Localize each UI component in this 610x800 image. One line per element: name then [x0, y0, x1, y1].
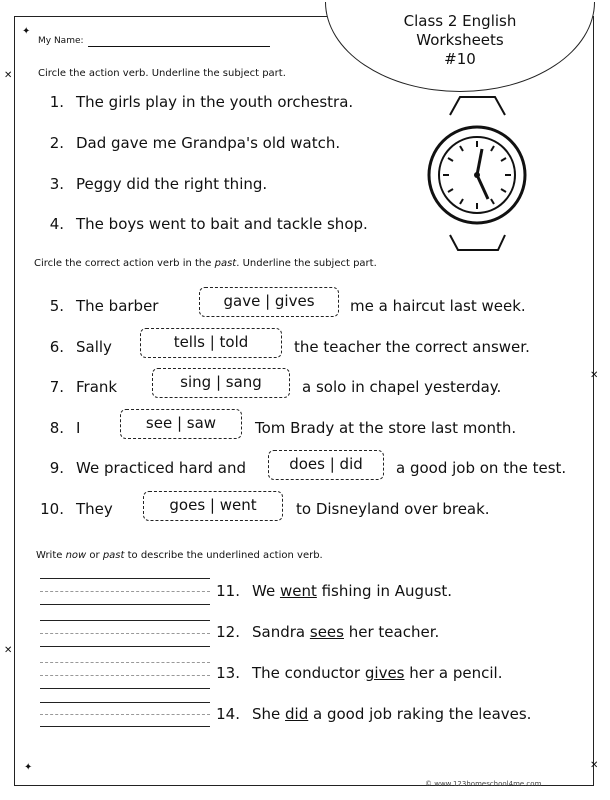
question-9: 9. We practiced hard and — [49, 459, 247, 477]
answer-line-11[interactable] — [40, 604, 210, 605]
question-5-rest: me a haircut last week. — [350, 297, 526, 315]
cross-icon: ✕ — [590, 760, 599, 771]
choice-box-6[interactable]: tells | told — [140, 328, 282, 358]
answer-line-13[interactable] — [40, 688, 210, 689]
question-10-rest: to Disneyland over break. — [296, 500, 490, 518]
section1-instruction: Circle the action verb. Underline the subject part. — [38, 68, 286, 79]
answer-line-11-top[interactable] — [40, 578, 210, 579]
question-11: 11. We went fishing in August. — [216, 582, 453, 600]
choice-box-9[interactable]: does | did — [268, 450, 384, 480]
answer-guide-13 — [40, 675, 210, 676]
footer-copyright: © www.123homeschool4me.com — [425, 780, 542, 788]
choice-box-10[interactable]: goes | went — [143, 491, 283, 521]
question-14: 14. She did a good job raking the leaves. — [216, 705, 532, 723]
name-label: My Name: — [38, 36, 84, 46]
question-7-rest: a solo in chapel yesterday. — [302, 378, 502, 396]
question-8: 8. I — [49, 419, 81, 437]
choice-box-8[interactable]: see | saw — [120, 409, 242, 439]
answer-guide-12 — [40, 633, 210, 634]
question-9-rest: a good job on the test. — [396, 459, 567, 477]
answer-guide-11 — [40, 591, 210, 592]
sparkle-icon: ✦ — [22, 26, 31, 37]
answer-guide-14 — [40, 714, 210, 715]
question-5: 5. The barber — [49, 297, 159, 315]
cross-icon: ✕ — [590, 370, 599, 381]
section2-instruction: Circle the correct action verb in the past. Underline the subject part. — [34, 258, 377, 269]
title-line-3: #10 — [444, 50, 476, 68]
answer-line-14[interactable] — [40, 726, 210, 727]
choice-box-7[interactable]: sing | sang — [152, 368, 290, 398]
question-13: 13. The conductor gives her a pencil. — [216, 664, 503, 682]
question-8-rest: Tom Brady at the store last month. — [255, 419, 517, 437]
question-4: 4. The boys went to bait and tackle shop. — [49, 215, 368, 233]
question-1: 1. The girls play in the youth orchestra. — [49, 93, 354, 111]
question-12: 12. Sandra sees her teacher. — [216, 623, 440, 641]
watch-icon — [410, 95, 540, 255]
section3-instruction: Write now or past to describe the underlined action verb. — [36, 550, 323, 561]
name-input-line[interactable] — [88, 46, 270, 47]
question-6-rest: the teacher the correct answer. — [294, 338, 530, 356]
cross-icon: ✕ — [4, 645, 13, 656]
cross-icon: ✕ — [4, 70, 13, 81]
title-line-2: Worksheets — [416, 31, 504, 49]
answer-line-12-top[interactable] — [40, 620, 210, 621]
answer-line-12[interactable] — [40, 646, 210, 647]
question-6: 6. Sally — [49, 338, 112, 356]
answer-line-14-top[interactable] — [40, 702, 210, 703]
question-7: 7. Frank — [49, 378, 118, 396]
question-3: 3. Peggy did the right thing. — [49, 175, 268, 193]
answer-guide-13a — [40, 662, 210, 663]
choice-box-5[interactable]: gave | gives — [199, 287, 339, 317]
question-2: 2. Dad gave me Grandpa's old watch. — [49, 134, 341, 152]
question-10: 10. They — [40, 500, 113, 518]
title-line-1: Class 2 English — [403, 12, 517, 30]
sparkle-icon: ✦ — [24, 762, 33, 773]
